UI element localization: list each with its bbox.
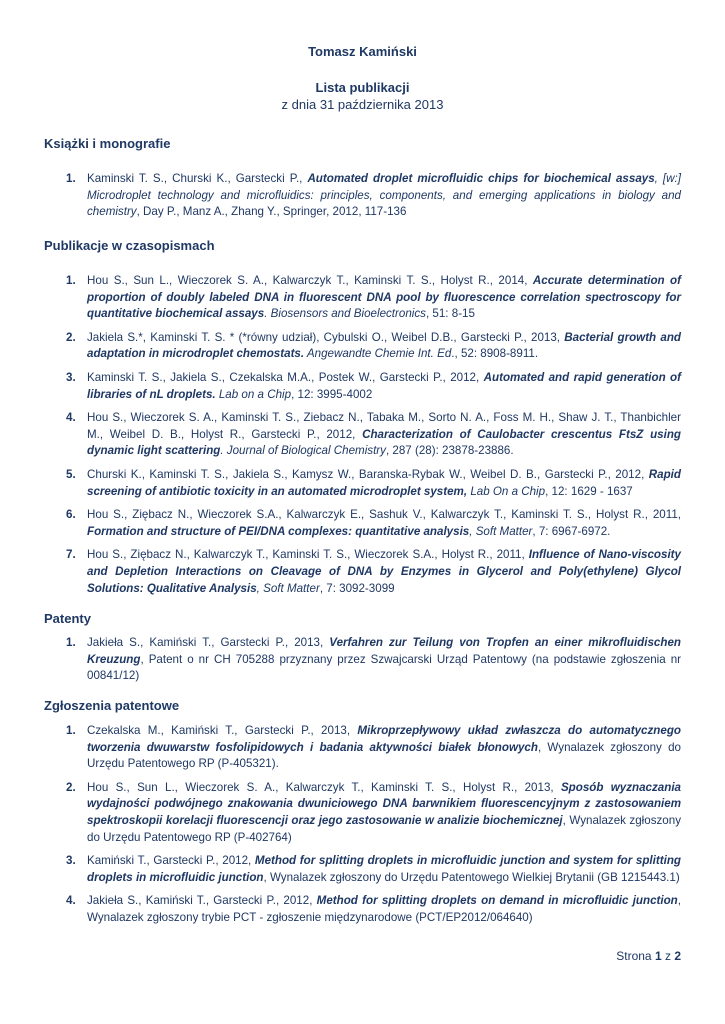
item-title: Bacterial growth and adaptation in microdroplet chemostats. bbox=[87, 330, 681, 361]
author-name: Tomasz Kamiński bbox=[308, 44, 417, 59]
publication-item bbox=[44, 723, 681, 773]
item-details: , 7: 3092-3099 bbox=[319, 581, 395, 595]
section-heading-journals: Publikacje w czasopismach bbox=[44, 238, 215, 253]
item-details: , Patent o nr CH 705288 przyznany przez Szwajcarski Urząd Patentowy (na podstawie zgłoszenia nr 00841/12) bbox=[87, 652, 681, 683]
item-authors: Hou S., Ziębacz N., Kalwarczyk T., Kaminski T. S., Wieczorek S.A., Holyst R., 2011, bbox=[87, 548, 525, 562]
item-title: Automated and rapid generation of libraries of nL droplets. bbox=[87, 370, 682, 401]
publication-item bbox=[44, 410, 681, 460]
item-source: , [w:] Microdroplet technology and microfluidics: principles, components, and emerging applications in biology and chemistry bbox=[87, 172, 681, 219]
item-number: 7. bbox=[66, 548, 76, 562]
item-authors: Hou S., Sun L., Wieczorek S. A., Kalwarczyk T., Kaminski T. S., Holyst R., 2013, bbox=[87, 780, 554, 794]
item-number: 2. bbox=[66, 330, 76, 344]
item-authors: Kaminski T. S., Jakiela S., Czekalska M.A., Postek W., Garstecki P., 2012, bbox=[87, 370, 480, 384]
item-source: Angewandte Chemie Int. Ed bbox=[304, 347, 452, 361]
item-details: , Day P., Manz A., Zhang Y., Springer, 2012, 117-136 bbox=[136, 205, 407, 219]
item-source: , Soft Matter bbox=[469, 524, 533, 538]
publication-item bbox=[44, 507, 681, 540]
item-number: 4. bbox=[66, 411, 76, 425]
item-number: 1. bbox=[66, 172, 76, 185]
item-details: ., 52: 8908-8911. bbox=[451, 347, 539, 361]
publication-item bbox=[44, 635, 681, 685]
footer-of: z bbox=[664, 949, 671, 963]
item-authors: Hou S., Sun L., Wieczorek S. A., Kalwarczyk T., Kaminski T. S., Holyst R., 2014, bbox=[87, 274, 528, 287]
item-source: Lab on a Chip bbox=[215, 387, 292, 401]
item-title: Accurate determination of proportion of doubly labeled DNA in fluorescent DNA pool by fluorescence correlation spectroscopy for quantitative biochemical assays bbox=[87, 274, 681, 321]
item-details: , 51: 8-15 bbox=[425, 307, 475, 321]
section-heading-applications: Zgłoszenia patentowe bbox=[44, 698, 180, 713]
item-title: Influence of Nano-viscosity and Depletion Interactions on Cleavage of DNA by Enzymes in Glycerol and Poly(ethylene) Glycol Solutions: Qualitative Analysis bbox=[87, 548, 681, 595]
item-details: , Wynalazek zgłoszony do Urzędu Patentowego Wielkiej Brytanii (GB 1215443.1) bbox=[263, 870, 680, 884]
item-number: 1. bbox=[66, 724, 76, 737]
item-authors: Kamiński T., Garstecki P., 2012, bbox=[87, 854, 252, 868]
publication-item bbox=[44, 780, 681, 846]
footer-label: Strona bbox=[616, 949, 652, 963]
item-number: 6. bbox=[66, 508, 76, 522]
item-title: Automated droplet microfluidic chips for biochemical assays bbox=[307, 172, 655, 185]
item-source: , Soft Matter bbox=[256, 581, 320, 595]
item-number: 2. bbox=[66, 780, 76, 794]
item-number: 3. bbox=[66, 370, 76, 384]
publication-item bbox=[44, 370, 681, 403]
publication-item bbox=[44, 273, 681, 323]
publication-item bbox=[44, 893, 681, 926]
item-authors: Jakieła S., Kamiński T., Garstecki P., 2013, bbox=[87, 636, 324, 649]
item-source: . Biosensors and Bioelectronics bbox=[264, 307, 426, 321]
item-details: , 12: 3995-4002 bbox=[291, 387, 373, 401]
item-authors: Kaminski T. S., Churski K., Garstecki P., bbox=[87, 172, 303, 185]
item-authors: Czekalska M., Kamiński T., Garstecki P., 2013, bbox=[87, 724, 351, 737]
item-number: 4. bbox=[66, 894, 76, 908]
item-title: Method for splitting droplets in microfluidic junction and system for splitting droplets in microfluidic junction bbox=[87, 854, 681, 884]
item-details: , Wynalazek zgłoszony trybie PCT - zgłoszenie międzynarodowe (PCT/EP2012/064640) bbox=[87, 894, 682, 924]
section-heading-books: Książki i monografie bbox=[44, 136, 171, 151]
publication-item bbox=[44, 467, 681, 500]
item-details: , 7: 6967-6972. bbox=[532, 524, 611, 538]
item-title: Mikroprzepływowy układ zwłaszcza do automatycznego tworzenia dwuwarstw fosfolipidowych i badania aktywności białek błonowych bbox=[87, 724, 681, 754]
item-title: Verfahren zur Teilung von Tropfen an einer mikrofluidischen Kreuzung bbox=[87, 636, 681, 666]
patents-list bbox=[44, 635, 681, 692]
item-authors: Hou S., Ziębacz N., Wieczorek S.A., Kalwarczyk E., Sashuk V., Kalwarczyk T., Kaminski T. S., Holyst R., 2011, bbox=[87, 508, 681, 522]
item-details: , 287 (28): 23878-23886. bbox=[385, 444, 514, 458]
item-number: 1. bbox=[66, 274, 76, 287]
item-title: Characterization of Caulobacter crescentus FtsZ using dynamic light scattering bbox=[87, 427, 681, 458]
publication-item bbox=[44, 547, 681, 597]
footer-page-number: 1 bbox=[654, 949, 662, 963]
item-source: . Journal of Biological Chemistry bbox=[220, 444, 386, 458]
item-authors: Jakiela S.*, Kaminski T. S. * (*równy udział), Cybulski O., Weibel D.B., Garstecki P., 2013, bbox=[87, 330, 561, 344]
item-source: Lab On a Chip bbox=[467, 484, 546, 498]
item-details: , Wynalazek zgłoszony do Urzędu Patentowego RP (P-405321). bbox=[87, 740, 681, 771]
page-footer bbox=[616, 948, 681, 965]
item-title: Formation and structure of PEI/DNA complexes: quantitative analysis bbox=[87, 524, 470, 538]
item-title: Method for splitting droplets on demand in microfluidic junction bbox=[316, 894, 678, 908]
item-title: Sposób wyznaczania wydajności podwójnego znakowania dwuniciowego DNA barwnikiem fluorescencyjnym z zastosowaniem spektroskopii korelacji fluorescencji oraz jego zastosowanie w analizie biochemicznej bbox=[87, 780, 681, 827]
item-number: 3. bbox=[66, 854, 76, 868]
item-details: , 12: 1629 - 1637 bbox=[545, 484, 633, 498]
list-date: z dnia 31 października 2013 bbox=[281, 97, 444, 112]
footer-total-pages: 2 bbox=[674, 949, 681, 963]
item-authors: Hou S., Wieczorek S. A., Kaminski T. S., Ziebacz N., Tabaka M., Sorto N. A., Foss M. H., Shaw J. T., Thanbichler M., Weibel D. B., Holyst R., Garstecki P., 2012, bbox=[87, 411, 681, 441]
item-authors: Jakieła S., Kamiński T., Garstecki P., 2012, bbox=[87, 894, 313, 908]
section-heading-patents: Patenty bbox=[44, 611, 91, 626]
journals-list bbox=[44, 273, 681, 604]
item-authors: Churski K., Kaminski T. S., Jakiela S., Kamysz W., Baranska-Rybak W., Weibel D. B., Garstecki P., 2012, bbox=[87, 467, 645, 481]
books-list bbox=[44, 171, 681, 228]
item-number: 5. bbox=[66, 467, 76, 481]
applications-list bbox=[44, 723, 681, 934]
list-title: Lista publikacji bbox=[315, 80, 410, 95]
publication-item bbox=[44, 853, 681, 886]
publication-item bbox=[44, 330, 681, 363]
item-number: 1. bbox=[66, 636, 76, 649]
publication-item bbox=[44, 171, 681, 221]
item-title: Rapid screening of antibiotic toxicity in an automated microdroplet system, bbox=[87, 467, 681, 498]
item-details: , Wynalazek zgłoszony do Urzędu Patentowego RP (P-402764) bbox=[87, 813, 681, 844]
